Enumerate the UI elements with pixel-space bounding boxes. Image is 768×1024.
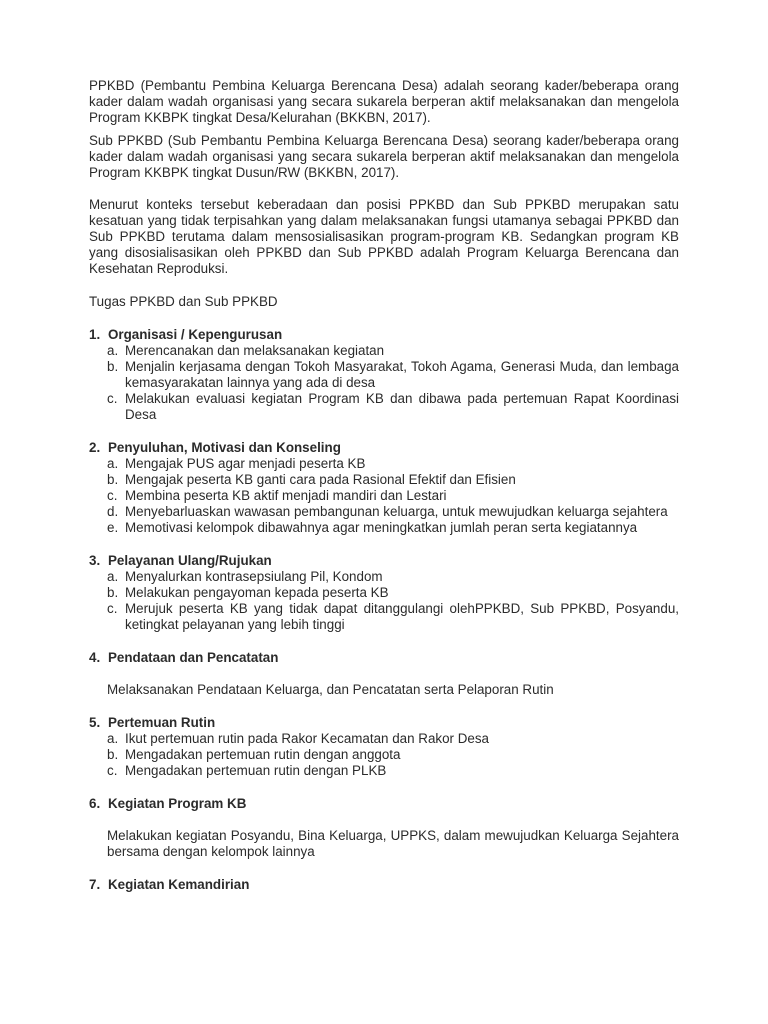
- list-item-letter: b.: [107, 472, 119, 487]
- list-item-letter: e.: [107, 520, 119, 535]
- list-item-letter: c.: [107, 391, 118, 406]
- list-item-letter: b.: [107, 747, 119, 762]
- section-item-list: [89, 569, 679, 633]
- list-item-text: Melakukan evaluasi kegiatan Program KB dan dibawa pada pertemuan Rapat Koordinasi Desa: [125, 391, 679, 422]
- list-item-text: Ikut pertemuan rutin pada Rakor Kecamatan dan Rakor Desa: [125, 731, 489, 746]
- section-number: 6.: [89, 796, 101, 811]
- list-item-letter: a.: [107, 569, 119, 584]
- list-item: [107, 504, 679, 520]
- list-item-text: Menyebarluaskan wawasan pembangunan keluarga, untuk mewujudkan keluarga sejahtera: [125, 504, 668, 519]
- list-item-text: Membina peserta KB aktif menjadi mandiri dan Lestari: [125, 488, 447, 503]
- section-number: 3.: [89, 553, 101, 568]
- intro-paragraph-sub-ppkbd: Sub PPKBD (Sub Pembantu Pembina Keluarga Berencana Desa) seorang kader/beberapa orang kader dalam wadah organisasi yang secara sukarela berperan aktif melaksanakan dan mengelola Program KKBPK tingkat Dusun/RW (BKKBN, 2017).: [89, 133, 679, 180]
- list-item: [107, 391, 679, 423]
- section-title: Kegiatan Kemandirian: [108, 877, 250, 892]
- list-item-letter: b.: [107, 359, 119, 374]
- list-item: [107, 488, 679, 504]
- section-heading: [89, 553, 679, 569]
- section-heading: [89, 715, 679, 731]
- list-item-text: Merujuk peserta KB yang tidak dapat ditanggulangi olehPPKBD, Sub PPKBD, Posyandu, ketingkat pelayanan yang lebih tinggi: [125, 601, 679, 632]
- list-item-letter: c.: [107, 763, 118, 778]
- section-title: Pendataan dan Pencatatan: [108, 650, 279, 665]
- section-item-list: [89, 731, 679, 779]
- intro-paragraph-ppkbd: PPKBD (Pembantu Pembina Keluarga Berencana Desa) adalah seorang kader/beberapa orang kader dalam wadah organisasi yang secara sukarela berperan aktif melaksanakan dan mengelola Program KKBPK tingkat Desa/Kelurahan (BKKBN, 2017).: [89, 78, 679, 125]
- section-heading: [89, 650, 679, 666]
- list-item-text: Memotivasi kelompok dibawahnya agar meningkatkan jumlah peran serta kegiatannya: [125, 520, 638, 535]
- list-item-text: Mengajak PUS agar menjadi peserta KB: [125, 456, 366, 471]
- list-item-text: Melakukan pengayoman kepada peserta KB: [125, 585, 389, 600]
- list-item: [107, 343, 679, 359]
- section-3: [89, 553, 679, 633]
- list-item-text: Mengadakan pertemuan rutin dengan PLKB: [125, 763, 387, 778]
- section-6: [89, 796, 679, 860]
- section-heading: [89, 440, 679, 456]
- section-item-list: [89, 456, 679, 536]
- list-item-text: Mengadakan pertemuan rutin dengan anggota: [125, 747, 401, 762]
- intro-paragraph-context: Menurut konteks tersebut keberadaan dan posisi PPKBD dan Sub PPKBD merupakan satu kesatuan yang tidak terpisahkan yang dalam melaksanakan fungsi utamanya sebagai PPKBD dan Sub PPKBD terutama dalam mensosialisasikan program-program KB. Sedangkan program KB yang disosialisasikan oleh PPKBD dan Sub PPKBD adalah Program Keluarga Berencana dan Kesehatan Reproduksi.: [89, 197, 679, 276]
- list-item: [107, 520, 679, 536]
- section-title: Penyuluhan, Motivasi dan Konseling: [108, 440, 341, 455]
- list-item-letter: c.: [107, 488, 118, 503]
- list-item-letter: a.: [107, 456, 119, 471]
- list-item: [107, 569, 679, 585]
- section-number: 1.: [89, 327, 101, 342]
- document-content: [89, 78, 679, 893]
- section-heading: [89, 327, 679, 343]
- list-item: [107, 763, 679, 779]
- list-item: [107, 601, 679, 633]
- section-number: 4.: [89, 650, 101, 665]
- list-item: [107, 585, 679, 601]
- section-number: 5.: [89, 715, 101, 730]
- section-body-text: Melakukan kegiatan Posyandu, Bina Keluarga, UPPKS, dalam mewujudkan Keluarga Sejahtera bersama dengan kelompok lainnya: [107, 828, 679, 859]
- section-item-list: [89, 343, 679, 423]
- section-number: 7.: [89, 877, 101, 892]
- list-item-letter: a.: [107, 731, 119, 746]
- section-4: [89, 650, 679, 698]
- list-item: [107, 456, 679, 472]
- section-7: [89, 877, 679, 893]
- list-item: [107, 359, 679, 391]
- list-item-text: Merencanakan dan melaksanakan kegiatan: [125, 343, 385, 358]
- section-heading: [89, 877, 679, 893]
- list-item-letter: d.: [107, 504, 119, 519]
- section-title: Pelayanan Ulang/Rujukan: [108, 553, 272, 568]
- list-item-text: Menjalin kerjasama dengan Tokoh Masyarakat, Tokoh Agama, Generasi Muda, dan lembaga kemasyarakatan lainnya yang ada di desa: [125, 359, 679, 390]
- section-2: [89, 440, 679, 536]
- list-item-letter: c.: [107, 601, 118, 616]
- tasks-heading: Tugas PPKBD dan Sub PPKBD: [89, 294, 278, 309]
- section-1: [89, 327, 679, 423]
- list-item: [107, 472, 679, 488]
- section-title: Organisasi / Kepengurusan: [108, 327, 283, 342]
- list-item-text: Mengajak peserta KB ganti cara pada Rasional Efektif dan Efisien: [125, 472, 516, 487]
- section-heading: [89, 796, 679, 812]
- list-item: [107, 747, 679, 763]
- section-5: [89, 715, 679, 779]
- section-number: 2.: [89, 440, 101, 455]
- section-title: Kegiatan Program KB: [108, 796, 247, 811]
- section-title: Pertemuan Rutin: [108, 715, 216, 730]
- section-body-text: Melaksanakan Pendataan Keluarga, dan Pencatatan serta Pelaporan Rutin: [107, 682, 554, 697]
- list-item-text: Menyalurkan kontrasepsiulang Pil, Kondom: [125, 569, 383, 584]
- list-item: [107, 731, 679, 747]
- list-item-letter: a.: [107, 343, 119, 358]
- list-item-letter: b.: [107, 585, 119, 600]
